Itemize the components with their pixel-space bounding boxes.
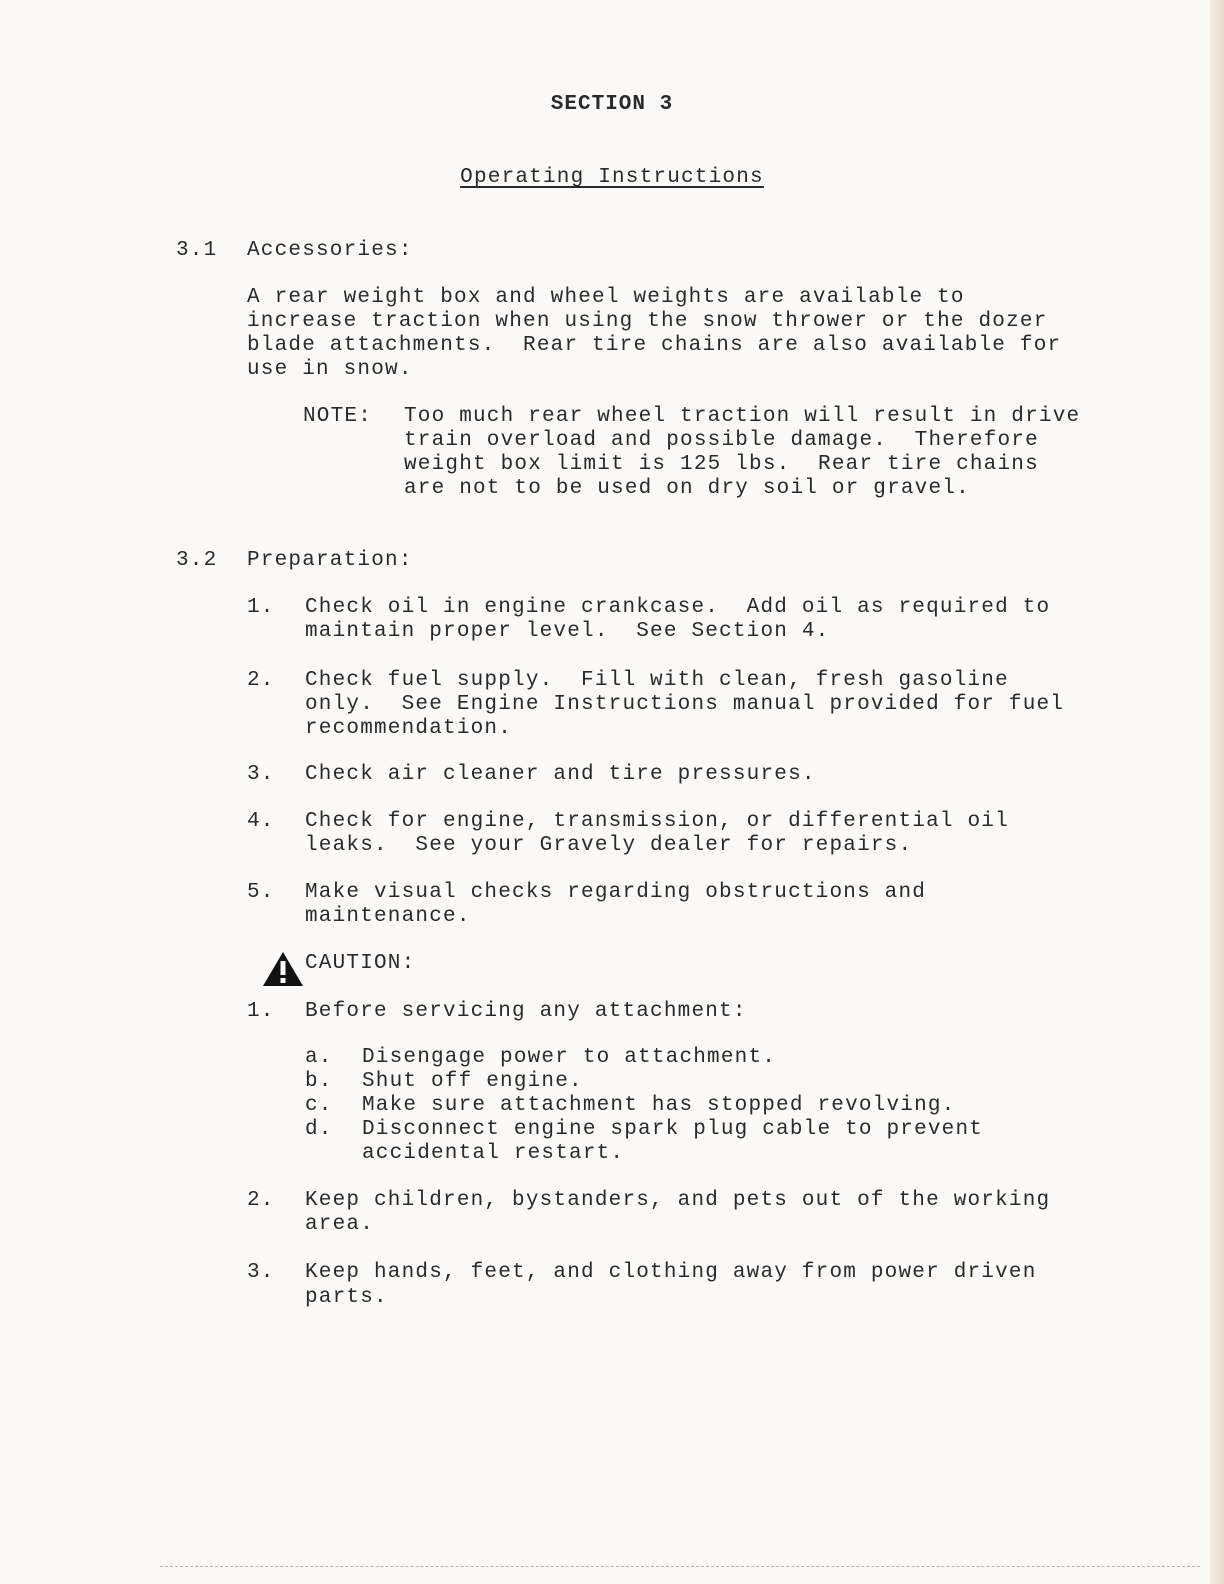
accessories-para-line: A rear weight box and wheel weights are available to bbox=[247, 286, 965, 309]
prep-item-line: Check air cleaner and tire pressures. bbox=[305, 763, 816, 786]
caution-item-line: Keep hands, feet, and clothing away from power driven bbox=[305, 1261, 1037, 1284]
sub-item-line: Make sure attachment has stopped revolving. bbox=[362, 1094, 956, 1117]
section-3-1-heading: Accessories: bbox=[247, 239, 413, 262]
prep-item-number: 1. bbox=[247, 596, 275, 619]
prep-item-line: leaks. See your Gravely dealer for repairs. bbox=[305, 834, 913, 857]
sub-item-letter: d. bbox=[305, 1118, 333, 1141]
sub-item-letter: a. bbox=[305, 1046, 333, 1069]
prep-item-number: 5. bbox=[247, 881, 275, 904]
sub-item-letter: c. bbox=[305, 1094, 333, 1117]
section-3-2-number: 3.2 bbox=[176, 549, 218, 572]
prep-item-line: Check oil in engine crankcase. Add oil as required to bbox=[305, 596, 1051, 619]
section-title: SECTION 3 bbox=[550, 93, 674, 116]
prep-item-line: Check fuel supply. Fill with clean, fresh gasoline bbox=[305, 669, 1009, 692]
sub-item-line: Disengage power to attachment. bbox=[362, 1046, 777, 1069]
caution-item-line: parts. bbox=[305, 1286, 388, 1309]
sub-item-line: accidental restart. bbox=[362, 1142, 625, 1165]
prep-item-number: 3. bbox=[247, 763, 275, 786]
caution-item-line: Before servicing any attachment: bbox=[305, 1000, 747, 1023]
accessories-para-line: use in snow. bbox=[247, 358, 413, 381]
caution-label: CAUTION: bbox=[305, 952, 416, 975]
prep-item-line: maintain proper level. See Section 4. bbox=[305, 620, 830, 643]
page-edge bbox=[1210, 0, 1224, 1584]
prep-item-line: Make visual checks regarding obstructions and bbox=[305, 881, 927, 904]
note-line: train overload and possible damage. Therefore bbox=[404, 429, 1039, 452]
prep-item-line: Check for engine, transmission, or differential oil bbox=[305, 810, 1009, 833]
bottom-rule bbox=[160, 1566, 1200, 1567]
prep-item-number: 4. bbox=[247, 810, 275, 833]
caution-item-number: 1. bbox=[247, 1000, 275, 1023]
note-label: NOTE: bbox=[303, 405, 373, 428]
prep-item-line: only. See Engine Instructions manual provided for fuel bbox=[305, 693, 1065, 716]
caution-item-number: 3. bbox=[247, 1261, 275, 1284]
accessories-para-line: blade attachments. Rear tire chains are also available for bbox=[247, 334, 1062, 357]
caution-item-line: Keep children, bystanders, and pets out of the working bbox=[305, 1189, 1051, 1212]
note-line: weight box limit is 125 lbs. Rear tire chains bbox=[404, 453, 1039, 476]
sub-item-line: Disconnect engine spark plug cable to prevent bbox=[362, 1118, 984, 1141]
note-line: are not to be used on dry soil or gravel. bbox=[404, 477, 970, 500]
prep-item-line: recommendation. bbox=[305, 717, 513, 740]
sub-item-letter: b. bbox=[305, 1070, 333, 1093]
caution-item-line: area. bbox=[305, 1213, 375, 1236]
note-line: Too much rear wheel traction will result in drive bbox=[404, 405, 1081, 428]
page-subtitle: Operating Instructions bbox=[460, 166, 764, 189]
prep-item-line: maintenance. bbox=[305, 905, 471, 928]
section-3-1-number: 3.1 bbox=[176, 239, 218, 262]
prep-item-number: 2. bbox=[247, 669, 275, 692]
accessories-para-line: increase traction when using the snow thrower or the dozer bbox=[247, 310, 1048, 333]
section-3-2-heading: Preparation: bbox=[247, 549, 413, 572]
warning-triangle-icon bbox=[262, 951, 304, 987]
caution-item-number: 2. bbox=[247, 1189, 275, 1212]
sub-item-line: Shut off engine. bbox=[362, 1070, 583, 1093]
